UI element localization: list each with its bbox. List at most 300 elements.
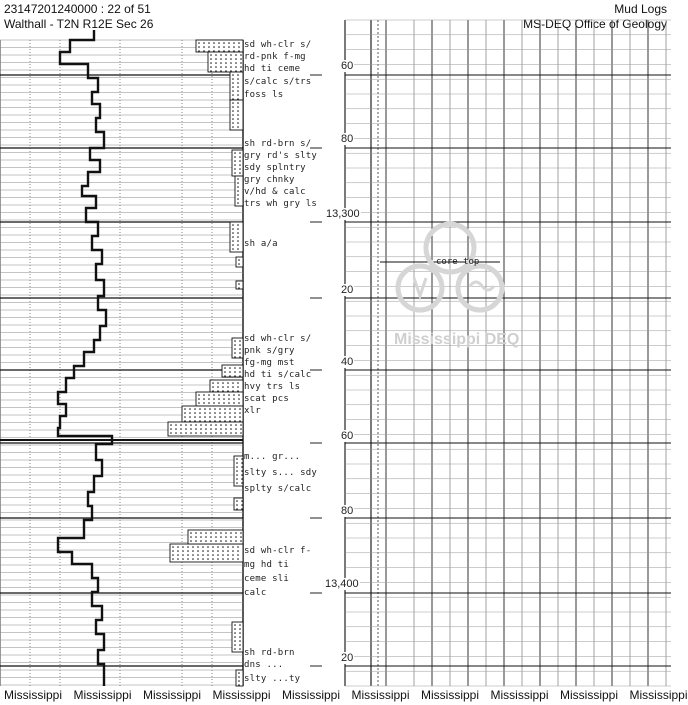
stipple-dot: [225, 66, 227, 68]
lithology-note: hvy trs ls: [244, 382, 301, 392]
lithology-note: mg hd ti: [244, 560, 289, 570]
stipple-dot: [237, 558, 239, 560]
stipple-dot: [212, 550, 214, 552]
stipple-dot: [215, 428, 217, 430]
stipple-dot: [237, 550, 239, 552]
stipple-dot: [238, 283, 240, 285]
lithology-block: [230, 222, 243, 252]
lithology-block: [182, 406, 243, 422]
lithology-block: [230, 72, 243, 100]
lithology-note: sh rd-brn s/: [244, 139, 312, 149]
stipple-dot: [207, 546, 209, 548]
stipple-dot: [232, 224, 234, 226]
stipple-dot: [233, 398, 235, 400]
stipple-dot: [184, 416, 186, 418]
stipple-dot: [237, 86, 239, 88]
stipple-dot: [192, 554, 194, 556]
stipple-dot: [207, 550, 209, 552]
stipple-dot: [172, 546, 174, 548]
stipple-dot: [234, 160, 236, 162]
stipple-dot: [225, 428, 227, 430]
stipple-dot: [223, 42, 225, 44]
stipple-dot: [220, 432, 222, 434]
stipple-dot: [237, 102, 239, 104]
stipple-dot: [198, 50, 200, 52]
stipple-dot: [208, 46, 210, 48]
stipple-dot: [215, 66, 217, 68]
stipple-dot: [219, 412, 221, 414]
stipple-dot: [228, 394, 230, 396]
stipple-dot: [232, 126, 234, 128]
stipple-dot: [205, 424, 207, 426]
core-top-label: core top: [436, 257, 480, 267]
stipple-dot: [237, 546, 239, 548]
stipple-dot: [232, 86, 234, 88]
stipple-dot: [230, 540, 232, 542]
stipple-dot: [241, 504, 243, 506]
stipple-dot: [220, 62, 222, 64]
stipple-dot: [227, 386, 229, 388]
stipple-dot: [237, 182, 239, 184]
stipple-dot: [234, 408, 236, 410]
stipple-dot: [239, 371, 241, 373]
stipple-dot: [239, 352, 241, 354]
stipple-dot: [215, 62, 217, 64]
stipple-dot: [215, 532, 217, 534]
stipple-dot: [241, 466, 243, 468]
depth-label: 80: [341, 133, 354, 145]
stipple-dot: [237, 232, 239, 234]
stipple-dot: [214, 412, 216, 414]
stipple-dot: [212, 546, 214, 548]
footer-label: Mississippi: [351, 688, 410, 702]
stipple-dot: [229, 375, 231, 377]
stipple-dot: [222, 558, 224, 560]
stipple-dot: [232, 90, 234, 92]
stipple-dot: [210, 424, 212, 426]
stipple-dot: [234, 168, 236, 170]
stipple-dot: [217, 554, 219, 556]
stipple-dot: [218, 46, 220, 48]
stipple-dot: [220, 532, 222, 534]
stipple-dot: [202, 554, 204, 556]
stipple-dot: [237, 118, 239, 120]
stipple-dot: [187, 558, 189, 560]
stipple-dot: [197, 554, 199, 556]
stipple-dot: [239, 416, 241, 418]
stipple-dot: [215, 432, 217, 434]
stipple-dot: [190, 424, 192, 426]
stipple-dot: [241, 500, 243, 502]
stipple-dot: [208, 402, 210, 404]
footer-label: Mississippi: [282, 688, 341, 702]
stipple-dot: [225, 70, 227, 72]
stipple-dot: [241, 470, 243, 472]
stipple-dot: [223, 398, 225, 400]
stipple-dot: [215, 540, 217, 542]
stipple-dot: [218, 402, 220, 404]
stipple-dot: [210, 532, 212, 534]
stipple-dot: [240, 66, 242, 68]
stipple-dot: [227, 382, 229, 384]
stipple-dot: [224, 371, 226, 373]
stipple-dot: [189, 412, 191, 414]
stipple-dot: [238, 398, 240, 400]
stipple-dot: [234, 371, 236, 373]
stipple-dot: [239, 168, 241, 170]
stipple-dot: [209, 416, 211, 418]
stipple-dot: [213, 402, 215, 404]
stipple-dot: [234, 628, 236, 630]
stipple-dot: [239, 640, 241, 642]
stipple-dot: [232, 558, 234, 560]
stipple-dot: [237, 386, 239, 388]
stipple-dot: [237, 178, 239, 180]
lithology-note: calc: [244, 588, 267, 598]
stipple-dot: [229, 408, 231, 410]
stipple-dot: [194, 416, 196, 418]
stipple-dot: [194, 412, 196, 414]
lithology-block: [235, 176, 243, 206]
stipple-dot: [240, 58, 242, 60]
stipple-dot: [232, 554, 234, 556]
stipple-dot: [213, 46, 215, 48]
stipple-dot: [233, 42, 235, 44]
footer-label: Mississippi: [560, 688, 619, 702]
stipple-dot: [235, 54, 237, 56]
stipple-dot: [239, 624, 241, 626]
stipple-dot: [233, 46, 235, 48]
stipple-dot: [218, 394, 220, 396]
stipple-dot: [195, 424, 197, 426]
stipple-dot: [240, 540, 242, 542]
stipple-dot: [234, 152, 236, 154]
lithology-note: trs wh gry ls: [244, 199, 318, 209]
stipple-dot: [232, 550, 234, 552]
stipple-dot: [239, 375, 241, 377]
stipple-dot: [177, 554, 179, 556]
stipple-dot: [237, 198, 239, 200]
stipple-dot: [234, 352, 236, 354]
stipple-dot: [190, 536, 192, 538]
stipple-dot: [224, 375, 226, 377]
stipple-dot: [215, 54, 217, 56]
stipple-dot: [197, 550, 199, 552]
stipple-dot: [208, 398, 210, 400]
stipple-dot: [237, 194, 239, 196]
stipple-dot: [185, 424, 187, 426]
stipple-dot: [200, 540, 202, 542]
depth-label: 40: [341, 356, 354, 368]
stipple-dot: [235, 536, 237, 538]
footer-label: Mississippi: [4, 688, 63, 702]
stipple-dot: [236, 504, 238, 506]
stipple-dot: [220, 424, 222, 426]
stipple-dot: [220, 58, 222, 60]
stipple-dot: [208, 394, 210, 396]
stipple-dot: [239, 648, 241, 650]
stipple-dot: [238, 684, 240, 686]
stipple-dot: [192, 558, 194, 560]
stipple-dot: [234, 164, 236, 166]
stipple-dot: [234, 636, 236, 638]
stipple-dot: [240, 62, 242, 64]
stipple-dot: [204, 408, 206, 410]
depth-label: 20: [341, 284, 354, 296]
stipple-dot: [234, 156, 236, 158]
lithology-note: splty s/calc: [244, 484, 312, 494]
lithology-percent-columns: [168, 40, 243, 686]
stipple-dot: [229, 412, 231, 414]
stipple-dot: [241, 478, 243, 480]
stipple-dot: [205, 432, 207, 434]
stipple-dot: [207, 554, 209, 556]
stipple-dot: [230, 536, 232, 538]
stipple-dot: [205, 532, 207, 534]
stipple-dot: [170, 424, 172, 426]
stipple-dot: [215, 70, 217, 72]
stipple-dot: [203, 46, 205, 48]
stipple-dot: [234, 632, 236, 634]
stipple-dot: [195, 428, 197, 430]
stipple-dot: [232, 74, 234, 76]
stipple-dot: [222, 550, 224, 552]
lithology-note: fg-mg mst: [244, 358, 295, 368]
stipple-dot: [189, 416, 191, 418]
stipple-dot: [222, 386, 224, 388]
stipple-dot: [225, 54, 227, 56]
stipple-dot: [182, 550, 184, 552]
stipple-dot: [175, 432, 177, 434]
footer-label: Mississippi: [629, 688, 688, 702]
stipple-dot: [240, 54, 242, 56]
stipple-dot: [195, 540, 197, 542]
stipple-dot: [205, 536, 207, 538]
stipple-dot: [219, 408, 221, 410]
stipple-dot: [239, 340, 241, 342]
stipple-dot: [236, 478, 238, 480]
stipple-dot: [202, 558, 204, 560]
stipple-dot: [237, 122, 239, 124]
stipple-dot: [212, 558, 214, 560]
stipple-dot: [195, 532, 197, 534]
stipple-dot: [217, 558, 219, 560]
stipple-dot: [237, 236, 239, 238]
lithology-block: [232, 622, 243, 652]
stipple-dot: [187, 550, 189, 552]
stipple-dot: [203, 398, 205, 400]
stipple-dot: [200, 536, 202, 538]
lithology-note: sdy splntry: [244, 163, 306, 173]
stipple-dot: [203, 42, 205, 44]
stipple-dot: [238, 287, 240, 289]
stipple-dot: [205, 428, 207, 430]
stipple-dot: [237, 126, 239, 128]
stipple-dot: [170, 432, 172, 434]
stipple-dot: [180, 424, 182, 426]
stipple-dot: [213, 398, 215, 400]
stipple-dot: [182, 554, 184, 556]
stipple-dot: [220, 540, 222, 542]
stipple-dot: [222, 546, 224, 548]
stipple-dot: [200, 428, 202, 430]
stipple-dot: [236, 470, 238, 472]
depth-label: 60: [341, 430, 354, 442]
stipple-dot: [230, 66, 232, 68]
stipple-dot: [234, 640, 236, 642]
stipple-dot: [190, 532, 192, 534]
stipple-dot: [177, 550, 179, 552]
lithology-note: sh rd-brn: [244, 648, 295, 658]
stipple-dot: [239, 356, 241, 358]
stipple-dot: [233, 394, 235, 396]
footer-label: Mississippi: [73, 688, 132, 702]
stipple-dot: [238, 263, 240, 265]
depth-label: 80: [341, 505, 354, 517]
lithology-note: ceme sli: [244, 574, 289, 584]
stipple-dot: [241, 458, 243, 460]
stipple-dot: [220, 66, 222, 68]
stipple-dot: [234, 416, 236, 418]
stipple-dot: [228, 46, 230, 48]
lithology-note: hd ti s/calc: [244, 370, 312, 380]
stipple-dot: [232, 248, 234, 250]
stipple-dot: [224, 408, 226, 410]
depth-label: 20: [341, 652, 354, 664]
stipple-dot: [232, 546, 234, 548]
stipple-dot: [230, 424, 232, 426]
lithology-note: slty s... sdy: [244, 468, 318, 478]
stipple-dot: [232, 232, 234, 234]
stipple-dot: [239, 164, 241, 166]
stipple-dot: [225, 432, 227, 434]
stipple-dot: [194, 408, 196, 410]
stipple-dot: [235, 432, 237, 434]
stipple-dot: [239, 156, 241, 158]
stipple-dot: [203, 394, 205, 396]
stipple-dot: [229, 371, 231, 373]
stipple-dot: [235, 532, 237, 534]
stipple-dot: [224, 412, 226, 414]
stipple-dot: [210, 58, 212, 60]
stipple-dot: [222, 382, 224, 384]
stipple-dot: [203, 50, 205, 52]
stipple-dot: [239, 408, 241, 410]
stipple-dot: [227, 554, 229, 556]
stipple-dot: [172, 554, 174, 556]
stipple-dot: [236, 474, 238, 476]
watermark-text: Mississippi DEQ: [394, 331, 520, 348]
stipple-dot: [237, 110, 239, 112]
stipple-dot: [232, 78, 234, 80]
stipple-dot: [210, 432, 212, 434]
stipple-dot: [212, 386, 214, 388]
stipple-dot: [232, 236, 234, 238]
stipple-dot: [237, 90, 239, 92]
stipple-dot: [219, 416, 221, 418]
stipple-dot: [234, 172, 236, 174]
stipple-dot: [224, 416, 226, 418]
footer-label: Mississippi: [212, 688, 271, 702]
stipple-dot: [236, 482, 238, 484]
stipple-dot: [218, 42, 220, 44]
stipple-dot: [238, 680, 240, 682]
stipple-dot: [234, 412, 236, 414]
stipple-dot: [235, 540, 237, 542]
stipple-dot: [228, 42, 230, 44]
stipple-dot: [220, 536, 222, 538]
record-id: 23147201240000 : 22 of 51: [4, 2, 151, 16]
stipple-dot: [237, 82, 239, 84]
stipple-dot: [238, 394, 240, 396]
stipple-dot: [236, 458, 238, 460]
lithology-note: hd ti ceme: [244, 64, 301, 74]
stipple-dot: [232, 122, 234, 124]
stipple-dot: [230, 532, 232, 534]
stipple-dot: [192, 546, 194, 548]
stipple-dot: [210, 536, 212, 538]
stipple-dot: [200, 532, 202, 534]
stipple-dot: [232, 240, 234, 242]
stipple-dot: [237, 244, 239, 246]
stipple-dot: [172, 558, 174, 560]
lithology-note: pnk s/gry: [244, 346, 295, 356]
stipple-dot: [185, 428, 187, 430]
stipple-dot: [217, 382, 219, 384]
stipple-dot: [210, 62, 212, 64]
stipple-dot: [209, 412, 211, 414]
stipple-dot: [230, 58, 232, 60]
stipple-dot: [239, 344, 241, 346]
stipple-dot: [217, 546, 219, 548]
lithology-block: [236, 257, 243, 267]
stipple-dot: [170, 428, 172, 430]
stipple-dot: [217, 386, 219, 388]
stipple-dot: [234, 356, 236, 358]
stipple-dot: [234, 375, 236, 377]
stipple-dot: [240, 424, 242, 426]
stipple-dot: [239, 636, 241, 638]
stipple-dot: [237, 186, 239, 188]
stipple-dot: [234, 367, 236, 369]
stipple-dot: [230, 54, 232, 56]
stipple-dot: [238, 676, 240, 678]
stipple-dot: [239, 160, 241, 162]
stipple-dot: [241, 482, 243, 484]
stipple-dot: [236, 466, 238, 468]
stipple-dot: [190, 428, 192, 430]
stipple-dot: [239, 348, 241, 350]
stipple-dot: [184, 408, 186, 410]
stipple-dot: [232, 118, 234, 120]
stipple-dot: [241, 474, 243, 476]
stipple-dot: [232, 244, 234, 246]
stipple-dot: [212, 382, 214, 384]
stipple-dot: [199, 412, 201, 414]
stipple-dot: [217, 550, 219, 552]
depth-label: 60: [341, 60, 354, 72]
stipple-dot: [237, 554, 239, 556]
stipple-dot: [180, 432, 182, 434]
stipple-dot: [232, 82, 234, 84]
stipple-dot: [239, 152, 241, 154]
stipple-dot: [180, 428, 182, 430]
stipple-dot: [240, 536, 242, 538]
depth-label: 13,400: [325, 578, 359, 590]
stipple-dot: [230, 428, 232, 430]
stipple-dot: [228, 398, 230, 400]
stipple-dot: [235, 58, 237, 60]
